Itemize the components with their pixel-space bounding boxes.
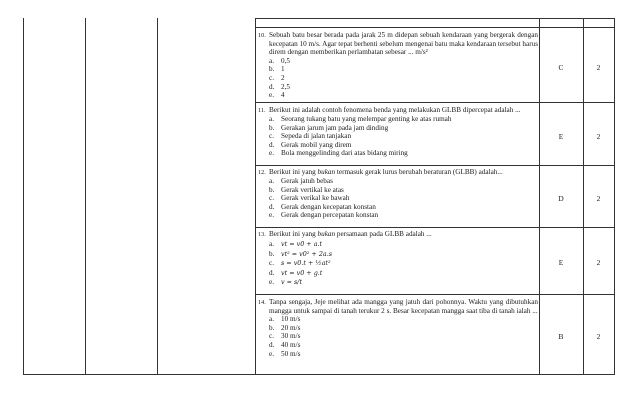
answer-key: E: [558, 132, 564, 141]
option: a. vt = v0 + a.t: [269, 240, 323, 249]
answer-key: E: [558, 258, 564, 267]
answer-key: C: [558, 63, 564, 72]
option: a. Seorang tukang batu yang melempar genting ke atas rumah: [269, 115, 452, 124]
answer-key: B: [558, 332, 564, 341]
formula: v = s/t: [281, 278, 303, 287]
option-text: Gerakan jarum jam pada jam dinding: [281, 123, 389, 132]
option-text: Gerak verikal ke bawah: [281, 194, 350, 203]
formula: vt = v0 + g.t: [281, 268, 323, 277]
question-number: 11.: [258, 106, 266, 114]
option-text: Gerak mobil yang direm: [281, 140, 352, 149]
option-text: 0,5: [281, 56, 290, 65]
option: e. 4: [269, 91, 285, 100]
option: b. vt² = v0² + 2a.s: [269, 249, 333, 258]
option: c. Sepeda di jalan tanjakan: [269, 132, 352, 141]
option: c. 30 m/s: [269, 332, 301, 341]
question-number: 10.: [258, 31, 266, 39]
option: d. vt = v0 + g.t: [269, 268, 323, 277]
option-text: 2,5: [281, 82, 290, 91]
emphasis-word: bukan: [317, 168, 336, 176]
option-text: Sepeda di jalan tanjakan: [281, 132, 352, 141]
option-text: Seorang tukang batu yang melempar genting ke atas rumah: [281, 115, 452, 124]
header-row-line: [255, 27, 615, 28]
score-value: 2: [596, 132, 601, 141]
option: e. 50 m/s: [269, 349, 301, 358]
option: c. s = v0.t + ½at²: [269, 259, 331, 268]
option-text: 20 m/s: [281, 323, 301, 332]
answer-key: D: [558, 194, 564, 203]
option-text: 50 m/s: [281, 349, 301, 358]
option: e. v = s/t: [269, 278, 303, 287]
option-text: Gerak jatuh bebas: [281, 177, 333, 186]
column-divider: [85, 18, 86, 375]
question-stem: Tanpa sengaja, Jeje melihat ada mangga yang jatuh dari pohonnya. Waktu yang dibutuhkan mangga untuk sampai di tanah terukur 2 s. Besar kecepatan mangga saat tiba di tanah ialah ...: [269, 298, 538, 315]
score-value: 2: [596, 332, 601, 341]
question-stem: Berikut ini adalah contoh fenomena benda yang melakukan GLBB dipercepat adalah ...: [269, 106, 521, 114]
row-divider: [255, 294, 615, 295]
option: e. Gerak dengan percepatan konstan: [269, 211, 379, 220]
column-divider: [255, 18, 256, 375]
question-number: 13.: [258, 230, 266, 238]
option: c. 2: [269, 73, 285, 82]
question-11: [258, 106, 538, 158]
formula: vt² = v0² + 2a.s: [281, 249, 333, 258]
question-stem: Berikut ini yang bukan persamaan pada GLBB adalah ...: [269, 230, 432, 238]
option: d. Gerak dengan kecepatan konstan: [269, 202, 376, 211]
formula: vt = v0 + a.t: [281, 240, 323, 249]
question-12: [258, 168, 538, 220]
emphasis-word: bukan: [317, 230, 336, 238]
table-border-left: [23, 18, 24, 375]
option-text: 1: [281, 65, 285, 74]
question-14: [258, 298, 538, 358]
option: a. 10 m/s: [269, 315, 301, 324]
row-divider: [255, 102, 615, 103]
option: b. Gerak vertikal ke atas: [269, 185, 344, 194]
question-13: [258, 230, 538, 287]
option: d. Gerak mobil yang direm: [269, 140, 352, 149]
option-text: 4: [281, 91, 285, 100]
option: b. 1: [269, 65, 285, 74]
option: a. Gerak jatuh bebas: [269, 177, 333, 186]
question-stem: Sebuah batu besar berada pada jarak 25 m didepan sebuah kendaraan yang bergerak dengan kecepatan 10 m/s. Agar tepat berhenti sebelum mengenai batu maka kendaraan tersebut harus direm dengan memberikan perlambatan sebesar ... m/s²: [269, 31, 538, 57]
column-divider: [157, 18, 158, 375]
row-divider: [255, 227, 615, 228]
option: b. 20 m/s: [269, 323, 301, 332]
option: e. Bola menggelinding dari atas bidang miring: [269, 149, 408, 158]
option-text: 2: [281, 73, 285, 82]
option-text: 10 m/s: [281, 315, 301, 324]
question-10: [258, 31, 538, 100]
table-border-right: [614, 18, 615, 375]
score-value: 2: [596, 63, 601, 72]
formula: s = v0.t + ½at²: [281, 259, 331, 268]
option: b. Gerakan jarum jam pada jam dinding: [269, 123, 389, 132]
row-divider: [255, 165, 615, 166]
option: d. 2,5: [269, 82, 290, 91]
option: d. 40 m/s: [269, 340, 301, 349]
table-border-bottom: [23, 374, 615, 375]
option-text: Gerak dengan percepatan konstan: [281, 211, 379, 220]
score-value: 2: [596, 258, 601, 267]
option-text: Gerak vertikal ke atas: [281, 185, 344, 194]
option: c. Gerak verikal ke bawah: [269, 194, 350, 203]
option-text: 30 m/s: [281, 332, 301, 341]
question-number: 14.: [258, 298, 266, 306]
option-text: Gerak dengan kecepatan konstan: [281, 202, 376, 211]
header-row-line: [255, 18, 615, 19]
question-number: 12.: [258, 168, 266, 176]
option: a. 0,5: [269, 56, 290, 65]
option-text: Bola menggelinding dari atas bidang miring: [281, 149, 408, 158]
option-text: 40 m/s: [281, 340, 301, 349]
question-stem: Berikut ini yang bukan termasuk gerak lurus berubah beraturan (GLBB) adalah...: [269, 168, 503, 176]
score-value: 2: [596, 194, 601, 203]
